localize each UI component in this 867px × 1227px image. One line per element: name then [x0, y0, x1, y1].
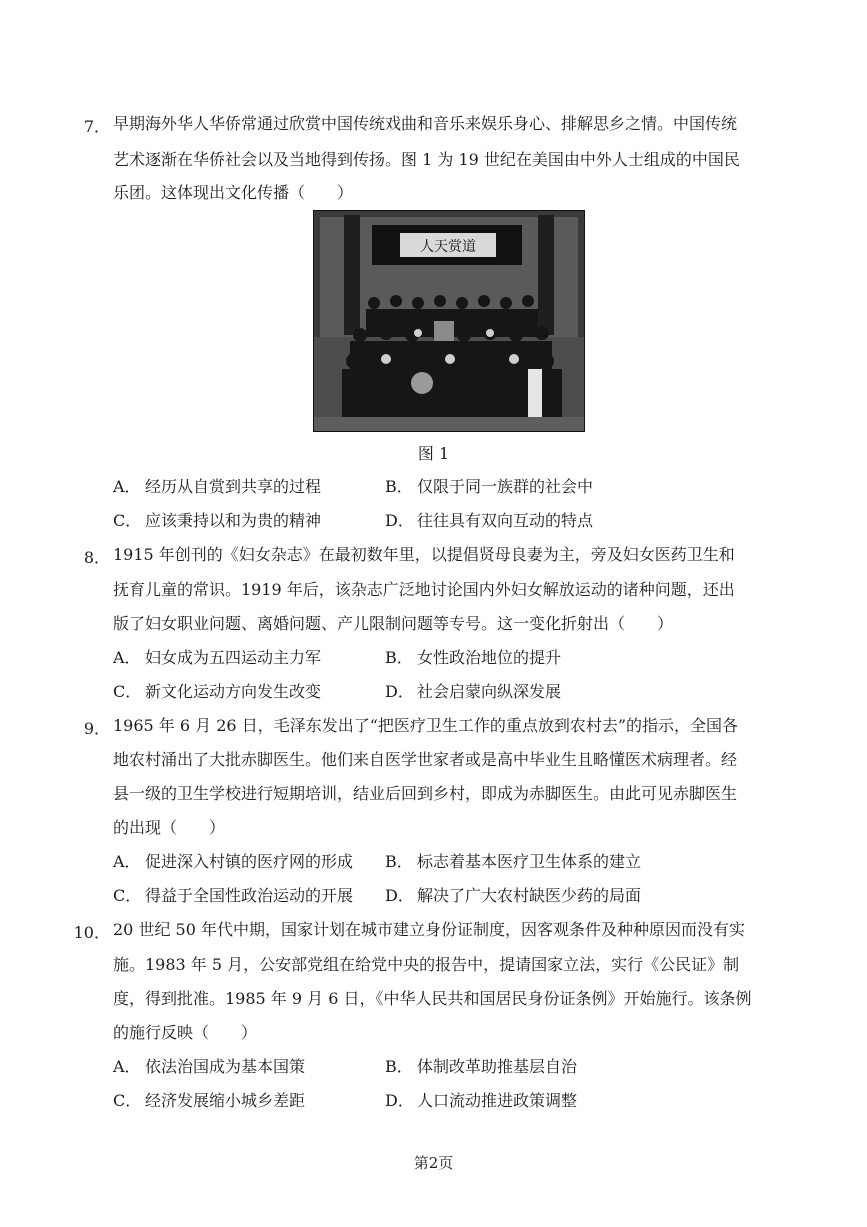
- option-a[interactable]: A． 依法治国成为基本国策: [113, 1057, 306, 1076]
- question-number: 10．: [73, 923, 110, 942]
- question-text-line: 艺术逐渐在华侨社会以及当地得到传扬。图 1 为 19 世纪在美国由中外人士组成的中国民: [113, 150, 740, 169]
- historical-photo-figure: [313, 210, 585, 432]
- option-d[interactable]: D． 社会启蒙向纵深发展: [385, 682, 562, 701]
- question-text-line: 施。1983 年 5 月，公安部党组在给党中央的报告中，提请国家立法，实行《公民证》制: [113, 955, 740, 974]
- option-d[interactable]: D． 往往具有双向互动的特点: [385, 511, 594, 530]
- page-number: 第2页: [413, 1154, 454, 1172]
- option-c[interactable]: C． 得益于全国性政治运动的开展: [113, 886, 354, 905]
- option-a[interactable]: A． 妇女成为五四运动主力军: [113, 648, 322, 667]
- question-text-line: 的出现（ ）: [113, 818, 226, 837]
- option-b[interactable]: B． 女性政治地位的提升: [385, 648, 562, 667]
- question-text-line: 的施行反映（ ）: [113, 1023, 258, 1042]
- question-text-line: 抚育儿童的常识。1919 年后，该杂志广泛地讨论国内外妇女解放运动的诸种问题，还出: [113, 580, 735, 599]
- option-c[interactable]: C． 新文化运动方向发生改变: [113, 682, 322, 701]
- question-number: 8．: [83, 548, 110, 567]
- option-d[interactable]: D． 人口流动推进政策调整: [385, 1091, 578, 1110]
- option-b[interactable]: B． 仅限于同一族群的社会中: [385, 477, 594, 496]
- option-d[interactable]: D． 解决了广大农村缺医少药的局面: [385, 886, 642, 905]
- question-text-line: 县一级的卫生学校进行短期培训，结业后回到乡村，即成为赤脚医生。由此可见赤脚医生: [113, 784, 738, 803]
- option-c[interactable]: C． 经济发展缩小城乡差距: [113, 1091, 306, 1110]
- question-text-line: 20 世纪 50 年代中期，国家计划在城市建立身份证制度，因客观条件及种种原因而没有实: [113, 920, 745, 939]
- option-a[interactable]: A． 促进深入村镇的医疗网的形成: [113, 852, 354, 871]
- question-text-line: 度，得到批准。1985 年 9 月 6 日，《中华人民共和国居民身份证条例》开始施行。该条例: [113, 989, 752, 1008]
- question-text-line: 版了妇女职业问题、离婚问题、产儿限制问题等专号。这一变化折射出（ ）: [113, 614, 674, 633]
- question-number: 9．: [83, 719, 110, 738]
- figure-caption: 图 1: [417, 444, 450, 463]
- option-a[interactable]: A． 经历从自赏到共享的过程: [113, 477, 322, 496]
- question-text-line: 1915 年创刊的《妇女杂志》在最初数年里，以提倡贤母良妻为主，旁及妇女医药卫生和: [113, 545, 735, 564]
- question-text-line: 地农村涌出了大批赤脚医生。他们来自医学世家者或是高中毕业生且略懂医术病理者。经: [113, 750, 738, 769]
- band-photo: [314, 211, 584, 431]
- question-text-line: 早期海外华人华侨常通过欣赏中国传统戏曲和音乐来娱乐身心、排解思乡之情。中国传统: [113, 114, 738, 133]
- sign-text: 人天赏道: [420, 239, 476, 255]
- option-b[interactable]: B． 标志着基本医疗卫生体系的建立: [385, 852, 642, 871]
- option-b[interactable]: B． 体制改革助推基层自治: [385, 1057, 578, 1076]
- question-number: 7．: [83, 117, 110, 136]
- option-c[interactable]: C． 应该秉持以和为贵的精神: [113, 511, 322, 530]
- question-text-line: 乐团。这体现出文化传播（ ）: [113, 183, 354, 202]
- question-text-line: 1965 年 6 月 26 日，毛泽东发出了“把医疗卫生工作的重点放到农村去”的指示，全国各: [113, 716, 739, 735]
